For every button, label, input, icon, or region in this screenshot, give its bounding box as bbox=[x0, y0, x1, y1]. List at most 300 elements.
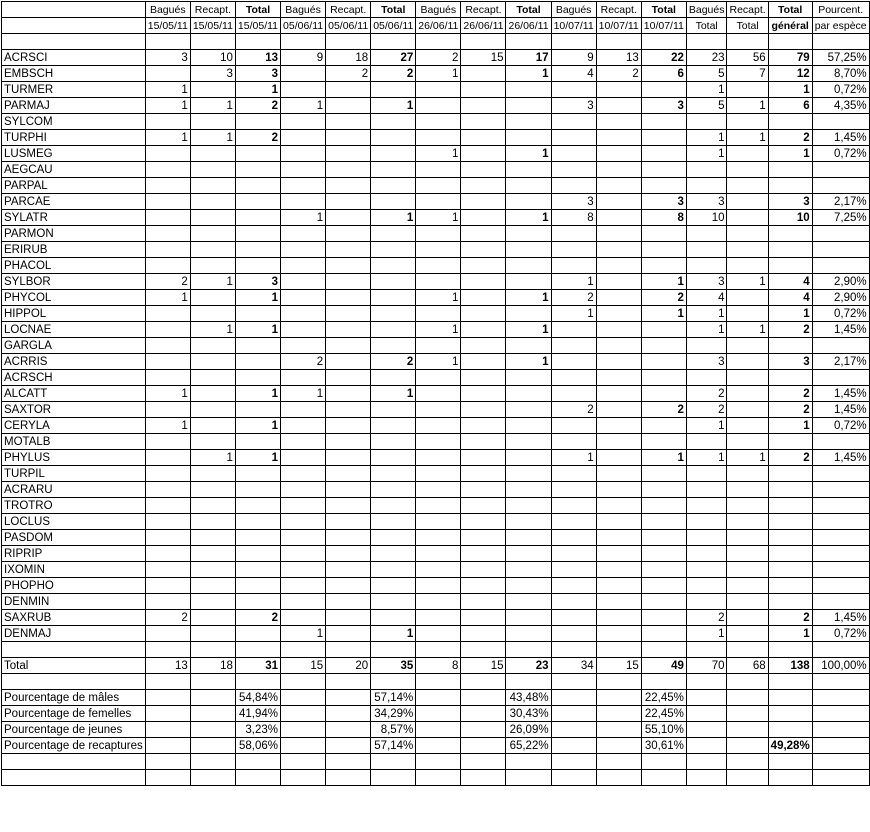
data-cell[interactable]: 2 bbox=[551, 402, 596, 418]
data-cell[interactable] bbox=[145, 546, 190, 562]
data-cell[interactable] bbox=[551, 546, 596, 562]
data-cell[interactable] bbox=[326, 770, 371, 786]
column-subheader[interactable]: par espèce bbox=[812, 18, 869, 34]
data-cell[interactable] bbox=[768, 434, 812, 450]
data-cell[interactable] bbox=[416, 34, 461, 50]
data-cell[interactable] bbox=[596, 626, 641, 642]
column-subheader[interactable]: 10/07/11 bbox=[596, 18, 641, 34]
data-cell[interactable] bbox=[326, 450, 371, 466]
data-cell[interactable] bbox=[190, 434, 235, 450]
data-cell[interactable]: 1 bbox=[641, 274, 686, 290]
data-cell[interactable]: 31 bbox=[235, 658, 280, 674]
data-cell[interactable]: 13 bbox=[145, 658, 190, 674]
data-cell[interactable] bbox=[812, 546, 869, 562]
data-cell[interactable] bbox=[686, 514, 727, 530]
data-cell[interactable]: 68 bbox=[727, 658, 768, 674]
data-cell[interactable] bbox=[145, 738, 190, 754]
row-label-cell[interactable]: HIPPOL bbox=[2, 306, 146, 322]
data-cell[interactable]: 2 bbox=[326, 66, 371, 82]
data-cell[interactable] bbox=[641, 354, 686, 370]
data-cell[interactable] bbox=[596, 258, 641, 274]
data-cell[interactable] bbox=[190, 514, 235, 530]
data-cell[interactable] bbox=[416, 226, 461, 242]
data-cell[interactable] bbox=[506, 514, 551, 530]
data-cell[interactable]: 1 bbox=[641, 450, 686, 466]
data-cell[interactable] bbox=[190, 626, 235, 642]
data-cell[interactable] bbox=[461, 642, 506, 658]
row-label-cell[interactable]: ERIRUB bbox=[2, 242, 146, 258]
data-cell[interactable]: 1 bbox=[727, 98, 768, 114]
data-cell[interactable] bbox=[326, 594, 371, 610]
data-cell[interactable] bbox=[461, 306, 506, 322]
row-label-cell[interactable]: SYLBOR bbox=[2, 274, 146, 290]
data-cell[interactable] bbox=[190, 578, 235, 594]
data-cell[interactable]: 1 bbox=[686, 322, 727, 338]
data-cell[interactable] bbox=[281, 338, 326, 354]
data-cell[interactable] bbox=[596, 722, 641, 738]
data-cell[interactable] bbox=[235, 146, 280, 162]
data-cell[interactable] bbox=[281, 242, 326, 258]
data-cell[interactable] bbox=[727, 754, 768, 770]
data-cell[interactable]: 3 bbox=[641, 194, 686, 210]
data-cell[interactable]: 1 bbox=[686, 306, 727, 322]
data-cell[interactable] bbox=[326, 418, 371, 434]
data-cell[interactable] bbox=[461, 418, 506, 434]
row-label-cell[interactable]: PHYCOL bbox=[2, 290, 146, 306]
data-cell[interactable]: 49,28% bbox=[768, 738, 812, 754]
data-cell[interactable] bbox=[416, 546, 461, 562]
column-header[interactable]: Bagués bbox=[281, 2, 326, 18]
column-header[interactable]: Total bbox=[371, 2, 416, 18]
data-cell[interactable] bbox=[686, 482, 727, 498]
data-cell[interactable] bbox=[641, 338, 686, 354]
data-cell[interactable] bbox=[416, 594, 461, 610]
data-cell[interactable] bbox=[326, 578, 371, 594]
data-cell[interactable] bbox=[551, 82, 596, 98]
data-cell[interactable] bbox=[416, 114, 461, 130]
data-cell[interactable] bbox=[506, 98, 551, 114]
data-cell[interactable] bbox=[506, 258, 551, 274]
data-cell[interactable] bbox=[326, 626, 371, 642]
column-subheader[interactable]: 15/05/11 bbox=[145, 18, 190, 34]
data-cell[interactable] bbox=[326, 706, 371, 722]
data-cell[interactable] bbox=[727, 562, 768, 578]
data-cell[interactable]: 2,17% bbox=[812, 354, 869, 370]
data-cell[interactable] bbox=[686, 338, 727, 354]
data-cell[interactable] bbox=[326, 82, 371, 98]
data-cell[interactable] bbox=[326, 34, 371, 50]
data-cell[interactable] bbox=[506, 450, 551, 466]
data-cell[interactable] bbox=[326, 434, 371, 450]
data-cell[interactable] bbox=[326, 98, 371, 114]
data-cell[interactable]: 54,84% bbox=[235, 690, 280, 706]
column-subheader[interactable]: 05/06/11 bbox=[326, 18, 371, 34]
row-label-cell[interactable]: PARMAJ bbox=[2, 98, 146, 114]
data-cell[interactable] bbox=[641, 242, 686, 258]
data-cell[interactable] bbox=[461, 530, 506, 546]
data-cell[interactable] bbox=[461, 770, 506, 786]
data-cell[interactable] bbox=[768, 226, 812, 242]
data-cell[interactable] bbox=[506, 370, 551, 386]
data-cell[interactable] bbox=[281, 642, 326, 658]
data-cell[interactable] bbox=[596, 402, 641, 418]
data-cell[interactable] bbox=[235, 514, 280, 530]
column-header[interactable]: Recapt. bbox=[326, 2, 371, 18]
data-cell[interactable] bbox=[551, 690, 596, 706]
data-cell[interactable]: 3 bbox=[145, 50, 190, 66]
data-cell[interactable] bbox=[768, 242, 812, 258]
data-cell[interactable] bbox=[596, 754, 641, 770]
data-cell[interactable] bbox=[281, 722, 326, 738]
data-cell[interactable] bbox=[461, 690, 506, 706]
data-cell[interactable] bbox=[281, 546, 326, 562]
row-label-cell[interactable]: Pourcentage de recaptures bbox=[2, 738, 146, 754]
data-cell[interactable] bbox=[416, 674, 461, 690]
data-cell[interactable]: 1 bbox=[768, 146, 812, 162]
data-cell[interactable] bbox=[190, 418, 235, 434]
data-cell[interactable] bbox=[416, 722, 461, 738]
data-cell[interactable] bbox=[727, 530, 768, 546]
data-cell[interactable] bbox=[416, 130, 461, 146]
data-cell[interactable] bbox=[371, 146, 416, 162]
data-cell[interactable] bbox=[686, 530, 727, 546]
column-subheader[interactable]: 15/05/11 bbox=[235, 18, 280, 34]
data-cell[interactable] bbox=[727, 370, 768, 386]
data-cell[interactable] bbox=[190, 82, 235, 98]
data-cell[interactable] bbox=[551, 370, 596, 386]
data-cell[interactable]: 23 bbox=[686, 50, 727, 66]
data-cell[interactable] bbox=[768, 178, 812, 194]
data-cell[interactable] bbox=[461, 562, 506, 578]
data-cell[interactable]: 1 bbox=[506, 322, 551, 338]
header-cell-corner[interactable] bbox=[2, 2, 146, 18]
data-cell[interactable] bbox=[461, 674, 506, 690]
data-cell[interactable] bbox=[190, 34, 235, 50]
data-cell[interactable] bbox=[686, 498, 727, 514]
data-cell[interactable] bbox=[551, 178, 596, 194]
data-cell[interactable] bbox=[461, 722, 506, 738]
data-cell[interactable] bbox=[461, 338, 506, 354]
data-cell[interactable] bbox=[281, 450, 326, 466]
data-cell[interactable] bbox=[768, 642, 812, 658]
data-cell[interactable] bbox=[727, 578, 768, 594]
data-cell[interactable] bbox=[461, 98, 506, 114]
data-cell[interactable] bbox=[596, 594, 641, 610]
data-cell[interactable] bbox=[145, 226, 190, 242]
data-cell[interactable] bbox=[727, 434, 768, 450]
data-cell[interactable]: 34,29% bbox=[371, 706, 416, 722]
data-cell[interactable] bbox=[326, 114, 371, 130]
data-cell[interactable]: 1 bbox=[686, 626, 727, 642]
data-cell[interactable]: 1 bbox=[727, 274, 768, 290]
data-cell[interactable] bbox=[641, 370, 686, 386]
data-cell[interactable] bbox=[190, 530, 235, 546]
data-cell[interactable]: 3 bbox=[235, 66, 280, 82]
data-cell[interactable]: 49 bbox=[641, 658, 686, 674]
data-cell[interactable] bbox=[641, 530, 686, 546]
data-cell[interactable]: 1 bbox=[768, 626, 812, 642]
data-cell[interactable] bbox=[641, 258, 686, 274]
data-cell[interactable] bbox=[235, 642, 280, 658]
data-cell[interactable]: 1 bbox=[416, 290, 461, 306]
data-cell[interactable]: 1 bbox=[686, 146, 727, 162]
data-cell[interactable] bbox=[727, 546, 768, 562]
row-label-cell[interactable]: AEGCAU bbox=[2, 162, 146, 178]
data-cell[interactable] bbox=[551, 706, 596, 722]
data-cell[interactable]: 3 bbox=[235, 274, 280, 290]
data-cell[interactable] bbox=[281, 530, 326, 546]
data-cell[interactable]: 1,45% bbox=[812, 386, 869, 402]
data-cell[interactable]: 2 bbox=[145, 274, 190, 290]
data-cell[interactable] bbox=[686, 738, 727, 754]
data-cell[interactable] bbox=[461, 450, 506, 466]
data-cell[interactable] bbox=[686, 642, 727, 658]
data-cell[interactable] bbox=[326, 146, 371, 162]
data-cell[interactable] bbox=[686, 722, 727, 738]
data-cell[interactable] bbox=[145, 498, 190, 514]
data-cell[interactable] bbox=[326, 642, 371, 658]
data-cell[interactable] bbox=[281, 434, 326, 450]
data-cell[interactable]: 1 bbox=[235, 322, 280, 338]
data-cell[interactable]: 2 bbox=[551, 290, 596, 306]
data-cell[interactable] bbox=[506, 578, 551, 594]
row-label-cell[interactable]: ACRSCI bbox=[2, 50, 146, 66]
data-cell[interactable]: 2,17% bbox=[812, 194, 869, 210]
data-cell[interactable] bbox=[506, 418, 551, 434]
data-cell[interactable] bbox=[551, 418, 596, 434]
data-cell[interactable] bbox=[641, 162, 686, 178]
data-cell[interactable] bbox=[461, 706, 506, 722]
data-cell[interactable] bbox=[727, 466, 768, 482]
data-cell[interactable] bbox=[551, 434, 596, 450]
data-cell[interactable] bbox=[768, 338, 812, 354]
data-cell[interactable] bbox=[190, 226, 235, 242]
data-cell[interactable]: 1 bbox=[768, 306, 812, 322]
data-cell[interactable] bbox=[596, 482, 641, 498]
data-cell[interactable] bbox=[768, 578, 812, 594]
data-cell[interactable]: 8 bbox=[551, 210, 596, 226]
data-cell[interactable]: 4,35% bbox=[812, 98, 869, 114]
data-cell[interactable] bbox=[727, 194, 768, 210]
row-label-cell[interactable]: RIPRIP bbox=[2, 546, 146, 562]
data-cell[interactable] bbox=[326, 210, 371, 226]
data-cell[interactable] bbox=[596, 610, 641, 626]
row-label-cell[interactable] bbox=[2, 674, 146, 690]
data-cell[interactable] bbox=[506, 306, 551, 322]
row-label-cell[interactable]: PARPAL bbox=[2, 178, 146, 194]
data-cell[interactable] bbox=[812, 770, 869, 786]
data-cell[interactable] bbox=[641, 770, 686, 786]
data-cell[interactable]: 0,72% bbox=[812, 418, 869, 434]
data-cell[interactable] bbox=[727, 482, 768, 498]
column-subheader[interactable]: 26/06/11 bbox=[416, 18, 461, 34]
data-cell[interactable] bbox=[235, 370, 280, 386]
data-cell[interactable] bbox=[506, 434, 551, 450]
data-cell[interactable]: 1 bbox=[235, 82, 280, 98]
data-cell[interactable] bbox=[326, 290, 371, 306]
data-cell[interactable] bbox=[281, 770, 326, 786]
data-cell[interactable] bbox=[812, 578, 869, 594]
row-label-cell[interactable]: ACRSCH bbox=[2, 370, 146, 386]
data-cell[interactable] bbox=[641, 562, 686, 578]
data-cell[interactable] bbox=[326, 322, 371, 338]
data-cell[interactable]: 3 bbox=[686, 274, 727, 290]
data-cell[interactable] bbox=[235, 354, 280, 370]
data-cell[interactable]: 1,45% bbox=[812, 610, 869, 626]
data-cell[interactable] bbox=[596, 642, 641, 658]
data-cell[interactable] bbox=[686, 594, 727, 610]
data-cell[interactable] bbox=[145, 178, 190, 194]
data-cell[interactable]: 1 bbox=[235, 450, 280, 466]
data-cell[interactable] bbox=[551, 258, 596, 274]
data-cell[interactable] bbox=[461, 434, 506, 450]
data-cell[interactable] bbox=[727, 674, 768, 690]
data-cell[interactable] bbox=[371, 770, 416, 786]
data-cell[interactable] bbox=[551, 34, 596, 50]
data-cell[interactable] bbox=[145, 402, 190, 418]
data-cell[interactable] bbox=[551, 130, 596, 146]
data-cell[interactable]: 5 bbox=[686, 66, 727, 82]
data-cell[interactable]: 1 bbox=[190, 98, 235, 114]
data-cell[interactable]: 57,25% bbox=[812, 50, 869, 66]
data-cell[interactable]: 35 bbox=[371, 658, 416, 674]
data-cell[interactable] bbox=[727, 226, 768, 242]
data-cell[interactable] bbox=[727, 770, 768, 786]
data-cell[interactable] bbox=[281, 706, 326, 722]
data-cell[interactable] bbox=[551, 354, 596, 370]
data-cell[interactable] bbox=[727, 706, 768, 722]
data-cell[interactable] bbox=[371, 610, 416, 626]
data-cell[interactable]: 1 bbox=[281, 626, 326, 642]
data-cell[interactable] bbox=[506, 178, 551, 194]
data-cell[interactable] bbox=[727, 594, 768, 610]
data-cell[interactable]: 17 bbox=[506, 50, 551, 66]
data-cell[interactable] bbox=[145, 194, 190, 210]
data-cell[interactable] bbox=[281, 418, 326, 434]
data-cell[interactable] bbox=[461, 114, 506, 130]
row-label-cell[interactable]: ACRRIS bbox=[2, 354, 146, 370]
data-cell[interactable] bbox=[326, 130, 371, 146]
data-cell[interactable] bbox=[416, 418, 461, 434]
data-cell[interactable] bbox=[281, 162, 326, 178]
data-cell[interactable] bbox=[145, 674, 190, 690]
data-cell[interactable] bbox=[727, 34, 768, 50]
data-cell[interactable] bbox=[641, 82, 686, 98]
data-cell[interactable] bbox=[596, 98, 641, 114]
data-cell[interactable] bbox=[371, 306, 416, 322]
data-cell[interactable] bbox=[190, 258, 235, 274]
data-cell[interactable] bbox=[768, 706, 812, 722]
data-cell[interactable] bbox=[551, 322, 596, 338]
data-cell[interactable] bbox=[371, 242, 416, 258]
data-cell[interactable] bbox=[768, 466, 812, 482]
data-cell[interactable] bbox=[506, 770, 551, 786]
data-cell[interactable] bbox=[416, 98, 461, 114]
data-cell[interactable] bbox=[506, 482, 551, 498]
data-cell[interactable] bbox=[371, 178, 416, 194]
data-cell[interactable]: 1 bbox=[416, 322, 461, 338]
data-cell[interactable] bbox=[281, 482, 326, 498]
data-cell[interactable] bbox=[235, 594, 280, 610]
data-cell[interactable] bbox=[190, 466, 235, 482]
data-cell[interactable]: 22 bbox=[641, 50, 686, 66]
data-cell[interactable] bbox=[326, 162, 371, 178]
data-cell[interactable] bbox=[461, 466, 506, 482]
column-header[interactable]: Total bbox=[641, 2, 686, 18]
data-cell[interactable] bbox=[551, 242, 596, 258]
data-cell[interactable]: 1 bbox=[506, 290, 551, 306]
data-cell[interactable] bbox=[506, 546, 551, 562]
row-label-cell[interactable]: ALCATT bbox=[2, 386, 146, 402]
data-cell[interactable]: 3 bbox=[551, 194, 596, 210]
data-cell[interactable] bbox=[596, 434, 641, 450]
data-cell[interactable] bbox=[371, 34, 416, 50]
data-cell[interactable] bbox=[190, 722, 235, 738]
data-cell[interactable]: 1 bbox=[686, 130, 727, 146]
data-cell[interactable]: 2 bbox=[686, 610, 727, 626]
data-cell[interactable]: 15 bbox=[281, 658, 326, 674]
data-cell[interactable]: 1 bbox=[551, 306, 596, 322]
row-label-cell[interactable] bbox=[2, 34, 146, 50]
data-cell[interactable]: 1 bbox=[145, 290, 190, 306]
data-cell[interactable] bbox=[145, 578, 190, 594]
data-cell[interactable] bbox=[641, 386, 686, 402]
data-cell[interactable] bbox=[686, 370, 727, 386]
data-cell[interactable] bbox=[641, 546, 686, 562]
data-cell[interactable] bbox=[727, 642, 768, 658]
data-cell[interactable]: 15 bbox=[596, 658, 641, 674]
data-cell[interactable] bbox=[812, 226, 869, 242]
data-cell[interactable] bbox=[461, 370, 506, 386]
data-cell[interactable] bbox=[686, 546, 727, 562]
data-cell[interactable] bbox=[812, 370, 869, 386]
data-cell[interactable]: 57,14% bbox=[371, 738, 416, 754]
data-cell[interactable] bbox=[596, 498, 641, 514]
data-cell[interactable] bbox=[416, 434, 461, 450]
data-cell[interactable] bbox=[190, 594, 235, 610]
data-cell[interactable] bbox=[281, 114, 326, 130]
data-cell[interactable] bbox=[145, 754, 190, 770]
data-cell[interactable] bbox=[326, 562, 371, 578]
data-cell[interactable] bbox=[235, 530, 280, 546]
data-cell[interactable] bbox=[235, 674, 280, 690]
data-cell[interactable] bbox=[596, 322, 641, 338]
data-cell[interactable] bbox=[596, 290, 641, 306]
data-cell[interactable] bbox=[596, 770, 641, 786]
data-cell[interactable] bbox=[190, 642, 235, 658]
data-cell[interactable] bbox=[551, 226, 596, 242]
data-cell[interactable]: 1 bbox=[551, 274, 596, 290]
data-cell[interactable]: 1 bbox=[235, 386, 280, 402]
data-cell[interactable] bbox=[596, 178, 641, 194]
data-cell[interactable] bbox=[371, 546, 416, 562]
data-cell[interactable] bbox=[551, 594, 596, 610]
data-cell[interactable] bbox=[812, 178, 869, 194]
data-cell[interactable]: 9 bbox=[281, 50, 326, 66]
data-cell[interactable] bbox=[416, 738, 461, 754]
data-cell[interactable] bbox=[506, 386, 551, 402]
data-cell[interactable] bbox=[145, 338, 190, 354]
data-cell[interactable] bbox=[190, 754, 235, 770]
data-cell[interactable] bbox=[235, 338, 280, 354]
data-cell[interactable] bbox=[235, 466, 280, 482]
data-cell[interactable] bbox=[416, 274, 461, 290]
column-header[interactable]: Recapt. bbox=[596, 2, 641, 18]
data-cell[interactable] bbox=[727, 402, 768, 418]
data-cell[interactable] bbox=[326, 674, 371, 690]
data-cell[interactable] bbox=[145, 626, 190, 642]
data-cell[interactable]: 7 bbox=[727, 66, 768, 82]
